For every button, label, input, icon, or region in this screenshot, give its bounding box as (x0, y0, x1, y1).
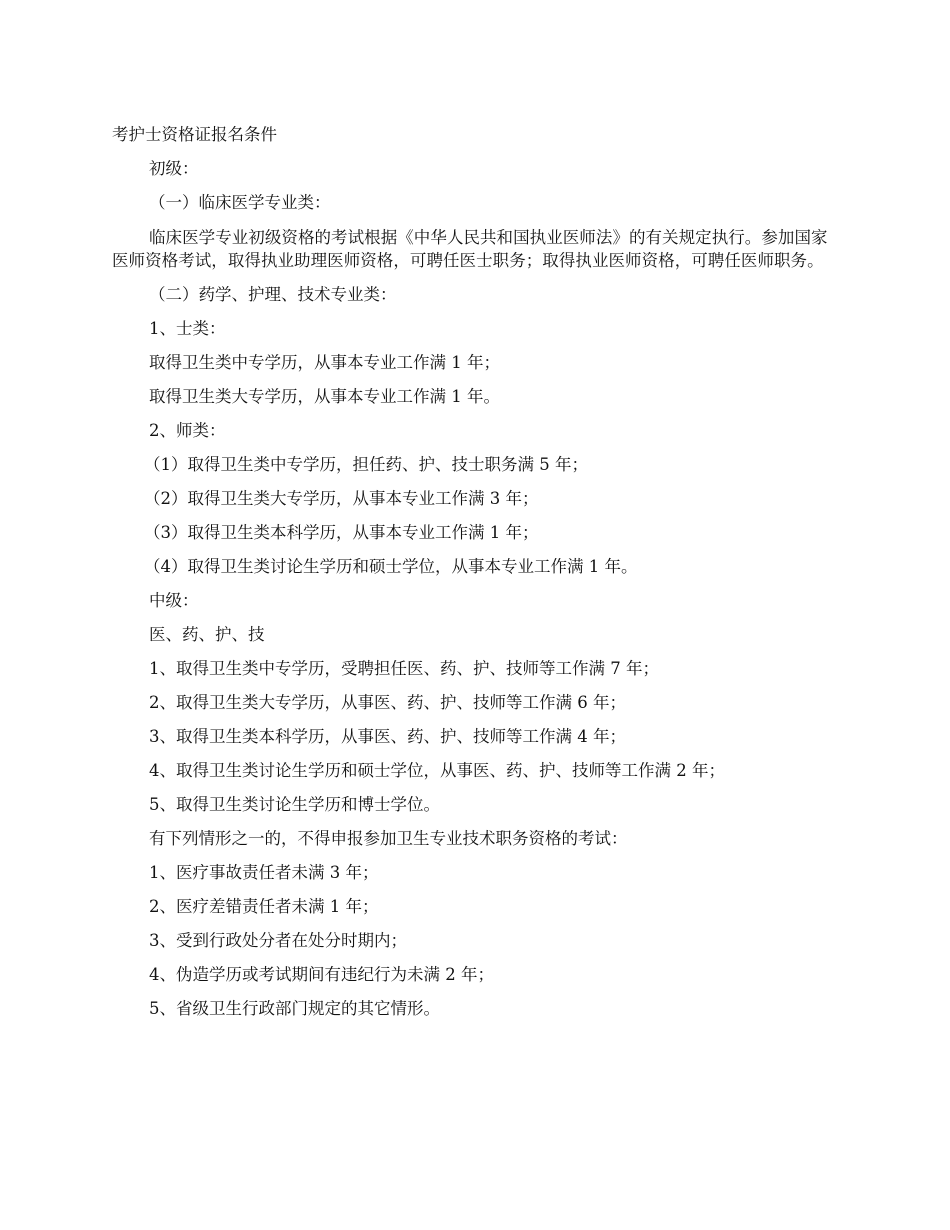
document-page (112, 124, 840, 1032)
paragraph-intermediate-level: 中级： (149, 591, 199, 610)
paragraph-intermediate-item-5: 5、取得卫生类讨论生学历和博士学位。 (149, 795, 440, 814)
paragraph-clinical-category: （一）临床医学专业类： (149, 193, 331, 212)
paragraph-exclusion-5: 5、省级卫生行政部门规定的其它情形。 (149, 999, 440, 1018)
paragraph-intermediate-item-4: 4、取得卫生类讨论生学历和硕士学位，从事医、药、护、技师等工作满 2 年； (149, 761, 725, 780)
paragraph-intermediate-fields: 医、药、护、技 (149, 625, 265, 644)
paragraph-shi2-class: 2、师类： (149, 421, 226, 440)
paragraph-shi-zhongzhuan: 取得卫生类中专学历，从事本专业工作满 1 年； (149, 353, 500, 372)
paragraph-shi2-item-3: （3）取得卫生类本科学历，从事本专业工作满 1 年； (144, 523, 539, 542)
paragraph-shi-dazhuan: 取得卫生类大专学历，从事本专业工作满 1 年。 (149, 387, 500, 406)
paragraph-exclusion-4: 4、伪造学历或考试期间有违纪行为未满 2 年； (149, 965, 494, 984)
paragraph-shi2-item-2: （2）取得卫生类大专学历，从事本专业工作满 3 年； (144, 489, 539, 508)
paragraph-exclusion-1: 1、医疗事故责任者未满 3 年； (149, 863, 379, 882)
paragraph-primary-level: 初级： (149, 159, 199, 178)
document-title: 考护士资格证报名条件 (112, 125, 277, 144)
paragraph-intermediate-item-2: 2、取得卫生类大专学历，从事医、药、护、技师等工作满 6 年； (149, 693, 626, 712)
paragraph-intermediate-item-3: 3、取得卫生类本科学历，从事医、药、护、技师等工作满 4 年； (149, 727, 626, 746)
paragraph-intermediate-item-1: 1、取得卫生类中专学历，受聘担任医、药、护、技师等工作满 7 年； (149, 659, 659, 678)
paragraph-exclusions-intro: 有下列情形之一的，不得申报参加卫生专业技术职务资格的考试： (149, 829, 628, 848)
paragraph-exclusion-3: 3、受到行政处分者在处分时期内； (149, 931, 407, 950)
paragraph-shi2-item-4: （4）取得卫生类讨论生学历和硕士学位，从事本专业工作满 1 年。 (144, 557, 638, 576)
paragraph-shi-class: 1、士类： (149, 319, 226, 338)
paragraph-exclusion-2: 2、医疗差错责任者未满 1 年； (149, 897, 379, 916)
paragraph-pharmacy-category: （二）药学、护理、技术专业类： (149, 285, 397, 304)
paragraph-shi2-item-1: （1）取得卫生类中专学历，担任药、护、技士职务满 5 年； (144, 455, 588, 474)
paragraph-clinical-details: 临床医学专业初级资格的考试根据《中华人民共和国执业医师法》的有关规定执行。参加国家医师资格考试，取得执业助理医师资格，可聘任医士职务；取得执业医师资格，可聘任医师职务。 (112, 228, 828, 270)
